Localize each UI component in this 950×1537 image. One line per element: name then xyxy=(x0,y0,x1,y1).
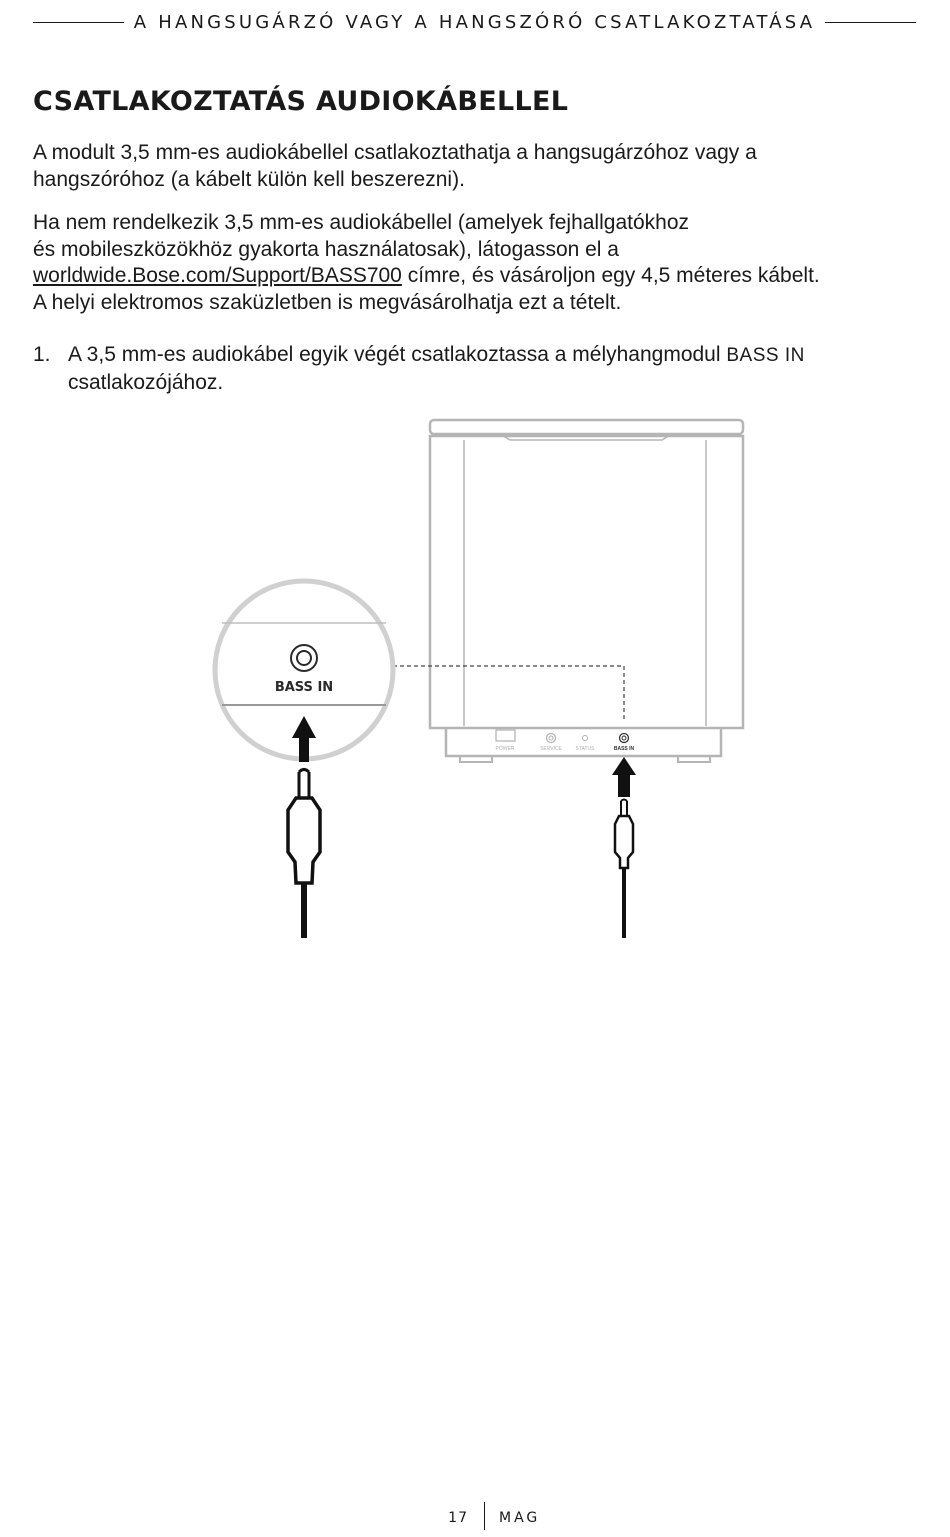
support-link[interactable]: worldwide.Bose.com/Support/BASS700 xyxy=(33,264,402,287)
p1-line2: hangszóróhoz (a kábelt külön kell beszerezni). xyxy=(33,167,465,191)
port-label-power: POWER xyxy=(495,746,515,752)
port-label-service: SERVICE xyxy=(540,746,562,752)
bass-module-drawing xyxy=(430,420,743,762)
language-code: MAG xyxy=(499,1510,541,1526)
step-port-name: BASS IN xyxy=(726,345,805,366)
bass-in-port-icon xyxy=(620,734,629,743)
footer-separator xyxy=(484,1502,485,1530)
p2-line3-rest: címre, és vásároljon egy 4,5 méteres kábelt. xyxy=(401,264,820,287)
p2-line2: és mobileszközökhöz gyakorta használatosak), látogasson el a xyxy=(33,237,619,261)
step-text xyxy=(68,341,908,396)
page-number: 17 xyxy=(448,1510,468,1526)
service-port-icon xyxy=(547,734,556,743)
cable-info-paragraph xyxy=(33,210,913,316)
header-title: A HANGSUGÁRZÓ VAGY A HANGSZÓRÓ CSATLAKOZTATÁSA xyxy=(133,11,816,33)
p2-line1: Ha nem rendelkezik 3,5 mm-es audiokábellel (amelyek fejhallgatókhoz xyxy=(33,211,689,234)
zoom-detail xyxy=(215,581,393,762)
zoom-leader-line xyxy=(393,666,624,720)
header-rule-right xyxy=(825,22,916,23)
port-label-status: STATUS xyxy=(575,746,595,752)
status-led-icon xyxy=(583,736,588,741)
large-audio-cable-icon xyxy=(288,770,320,939)
power-port-icon xyxy=(496,730,515,741)
rear-panel-ports xyxy=(496,730,635,752)
port-label-bass-in: BASS IN xyxy=(613,746,635,752)
section-title: CSATLAKOZTATÁS AUDIOKÁBELLEL xyxy=(33,86,569,117)
p2-line4: A helyi elektromos szaküzletben is megvásárolhatja ezt a tételt. xyxy=(33,290,622,314)
running-header xyxy=(33,10,916,34)
p1-line1: A modult 3,5 mm-es audiokábellel csatlakoztathatja a hangsugárzóhoz vagy a xyxy=(33,141,757,164)
step-text-after: csatlakozójához. xyxy=(68,371,224,394)
port-arrow-icon xyxy=(612,757,636,797)
zoom-bass-in-label: BASS IN xyxy=(274,680,334,695)
connection-illustration xyxy=(0,400,950,960)
small-audio-cable-icon xyxy=(615,800,633,939)
step-text-before: A 3,5 mm-es audiokábel egyik végét csatlakoztassa a mélyhangmodul xyxy=(68,343,727,366)
intro-paragraph xyxy=(33,140,913,193)
header-rule-left xyxy=(33,22,124,23)
step-number: 1. xyxy=(33,343,51,366)
page-footer xyxy=(0,1502,950,1532)
